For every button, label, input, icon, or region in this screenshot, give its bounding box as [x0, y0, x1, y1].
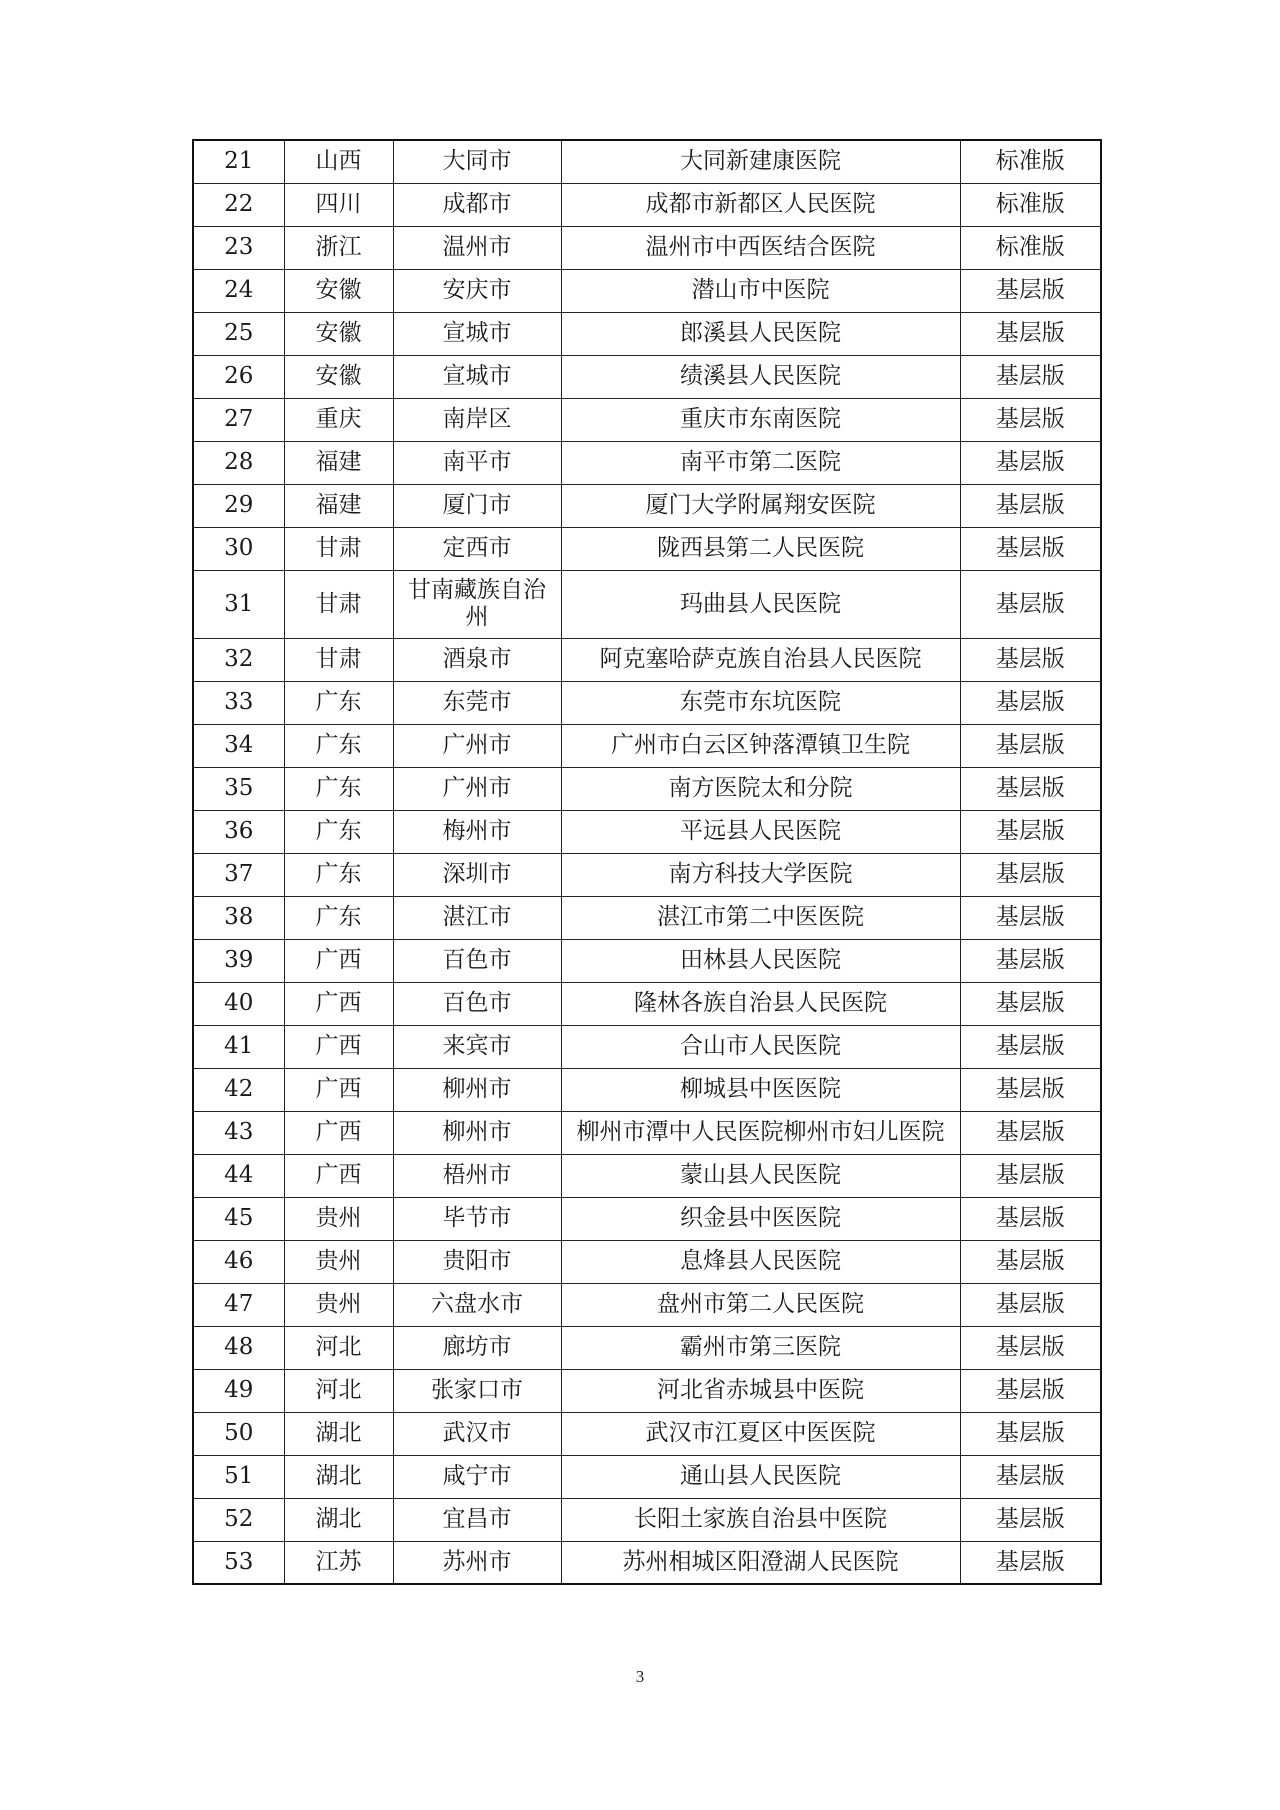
- city-cell: 宣城市: [393, 355, 561, 398]
- hospital-name-cell: 河北省赤城县中医院: [561, 1369, 960, 1412]
- province-cell: 福建: [284, 441, 393, 484]
- version-cell: 基层版: [960, 638, 1101, 681]
- table-row: [193, 183, 1101, 226]
- version-cell: 基层版: [960, 853, 1101, 896]
- city-cell: 百色市: [393, 982, 561, 1025]
- table-row: [193, 527, 1101, 570]
- hospital-name-cell: 陇西县第二人民医院: [561, 527, 960, 570]
- row-number: 32: [193, 638, 284, 681]
- table-row: [193, 1197, 1101, 1240]
- table-body: [193, 140, 1101, 1584]
- hospital-name-cell: 重庆市东南医院: [561, 398, 960, 441]
- province-cell: 甘肃: [284, 527, 393, 570]
- table-row: [193, 1025, 1101, 1068]
- version-cell: 基层版: [960, 355, 1101, 398]
- row-number: 38: [193, 896, 284, 939]
- city-cell: 南平市: [393, 441, 561, 484]
- hospital-name-cell: 霸州市第三医院: [561, 1326, 960, 1369]
- hospital-name-cell: 盘州市第二人民医院: [561, 1283, 960, 1326]
- table-row: [193, 1412, 1101, 1455]
- province-cell: 重庆: [284, 398, 393, 441]
- table-row: [193, 1326, 1101, 1369]
- row-number: 42: [193, 1068, 284, 1111]
- table-row: [193, 441, 1101, 484]
- province-cell: 广西: [284, 1154, 393, 1197]
- city-cell: 咸宁市: [393, 1455, 561, 1498]
- city-cell: 廊坊市: [393, 1326, 561, 1369]
- page-number: 3: [635, 1667, 645, 1686]
- province-cell: 广西: [284, 982, 393, 1025]
- city-cell: 定西市: [393, 527, 561, 570]
- version-cell: 基层版: [960, 767, 1101, 810]
- table-row: [193, 1283, 1101, 1326]
- table-row: [193, 570, 1101, 638]
- version-cell: 基层版: [960, 1154, 1101, 1197]
- city-cell: 甘南藏族自治州: [393, 570, 561, 638]
- row-number: 47: [193, 1283, 284, 1326]
- row-number: 27: [193, 398, 284, 441]
- table-row: [193, 982, 1101, 1025]
- hospital-name-cell: 南方科技大学医院: [561, 853, 960, 896]
- table-row: [193, 681, 1101, 724]
- version-cell: 基层版: [960, 896, 1101, 939]
- table-row: [193, 939, 1101, 982]
- city-cell: 张家口市: [393, 1369, 561, 1412]
- row-number: 40: [193, 982, 284, 1025]
- table-row: [193, 1541, 1101, 1584]
- row-number: 39: [193, 939, 284, 982]
- hospital-name-cell: 厦门大学附属翔安医院: [561, 484, 960, 527]
- city-cell: 大同市: [393, 140, 561, 183]
- province-cell: 湖北: [284, 1498, 393, 1541]
- city-cell: 安庆市: [393, 269, 561, 312]
- province-cell: 广东: [284, 853, 393, 896]
- hospital-name-cell: 通山县人民医院: [561, 1455, 960, 1498]
- hospital-name-cell: 郎溪县人民医院: [561, 312, 960, 355]
- row-number: 21: [193, 140, 284, 183]
- table-row: [193, 312, 1101, 355]
- hospital-name-cell: 玛曲县人民医院: [561, 570, 960, 638]
- version-cell: 基层版: [960, 527, 1101, 570]
- province-cell: 甘肃: [284, 638, 393, 681]
- row-number: 30: [193, 527, 284, 570]
- province-cell: 广西: [284, 939, 393, 982]
- hospital-name-cell: 息烽县人民医院: [561, 1240, 960, 1283]
- province-cell: 广东: [284, 810, 393, 853]
- row-number: 33: [193, 681, 284, 724]
- row-number: 44: [193, 1154, 284, 1197]
- city-cell: 成都市: [393, 183, 561, 226]
- row-number: 22: [193, 183, 284, 226]
- city-cell: 苏州市: [393, 1541, 561, 1584]
- version-cell: 标准版: [960, 183, 1101, 226]
- version-cell: 基层版: [960, 1541, 1101, 1584]
- city-cell: 广州市: [393, 767, 561, 810]
- version-cell: 基层版: [960, 1197, 1101, 1240]
- version-cell: 基层版: [960, 441, 1101, 484]
- table-row: [193, 767, 1101, 810]
- city-cell: 贵阳市: [393, 1240, 561, 1283]
- city-cell: 酒泉市: [393, 638, 561, 681]
- version-cell: 基层版: [960, 1283, 1101, 1326]
- hospital-table: [192, 139, 1102, 1585]
- province-cell: 广东: [284, 681, 393, 724]
- city-cell: 湛江市: [393, 896, 561, 939]
- province-cell: 安徽: [284, 269, 393, 312]
- table-row: [193, 896, 1101, 939]
- city-cell: 百色市: [393, 939, 561, 982]
- version-cell: 基层版: [960, 398, 1101, 441]
- row-number: 53: [193, 1541, 284, 1584]
- province-cell: 福建: [284, 484, 393, 527]
- hospital-name-cell: 潜山市中医院: [561, 269, 960, 312]
- table-row: [193, 810, 1101, 853]
- hospital-name-cell: 广州市白云区钟落潭镇卫生院: [561, 724, 960, 767]
- table-row: [193, 355, 1101, 398]
- version-cell: 基层版: [960, 810, 1101, 853]
- province-cell: 河北: [284, 1326, 393, 1369]
- version-cell: 基层版: [960, 570, 1101, 638]
- table-row: [193, 484, 1101, 527]
- hospital-name-cell: 武汉市江夏区中医医院: [561, 1412, 960, 1455]
- province-cell: 贵州: [284, 1283, 393, 1326]
- hospital-name-cell: 东莞市东坑医院: [561, 681, 960, 724]
- city-cell: 柳州市: [393, 1068, 561, 1111]
- hospital-name-cell: 田林县人民医院: [561, 939, 960, 982]
- version-cell: 基层版: [960, 269, 1101, 312]
- province-cell: 广西: [284, 1068, 393, 1111]
- row-number: 48: [193, 1326, 284, 1369]
- hospital-name-cell: 蒙山县人民医院: [561, 1154, 960, 1197]
- row-number: 37: [193, 853, 284, 896]
- version-cell: 基层版: [960, 484, 1101, 527]
- city-cell: 梅州市: [393, 810, 561, 853]
- province-cell: 广西: [284, 1025, 393, 1068]
- table-row: [193, 1240, 1101, 1283]
- version-cell: 基层版: [960, 312, 1101, 355]
- row-number: 45: [193, 1197, 284, 1240]
- version-cell: 标准版: [960, 140, 1101, 183]
- version-cell: 基层版: [960, 724, 1101, 767]
- version-cell: 基层版: [960, 1498, 1101, 1541]
- province-cell: 贵州: [284, 1197, 393, 1240]
- province-cell: 广东: [284, 724, 393, 767]
- version-cell: 基层版: [960, 1369, 1101, 1412]
- row-number: 36: [193, 810, 284, 853]
- province-cell: 安徽: [284, 312, 393, 355]
- city-cell: 武汉市: [393, 1412, 561, 1455]
- version-cell: 基层版: [960, 1326, 1101, 1369]
- version-cell: 基层版: [960, 1025, 1101, 1068]
- city-cell: 六盘水市: [393, 1283, 561, 1326]
- version-cell: 基层版: [960, 1111, 1101, 1154]
- table-row: [193, 398, 1101, 441]
- table-row: [193, 1068, 1101, 1111]
- version-cell: 基层版: [960, 982, 1101, 1025]
- province-cell: 四川: [284, 183, 393, 226]
- row-number: 23: [193, 226, 284, 269]
- row-number: 29: [193, 484, 284, 527]
- table-row: [193, 226, 1101, 269]
- row-number: 28: [193, 441, 284, 484]
- table-row: [193, 853, 1101, 896]
- province-cell: 河北: [284, 1369, 393, 1412]
- row-number: 35: [193, 767, 284, 810]
- province-cell: 广东: [284, 767, 393, 810]
- hospital-name-cell: 阿克塞哈萨克族自治县人民医院: [561, 638, 960, 681]
- province-cell: 贵州: [284, 1240, 393, 1283]
- hospital-name-cell: 长阳土家族自治县中医院: [561, 1498, 960, 1541]
- province-cell: 湖北: [284, 1412, 393, 1455]
- city-cell: 宣城市: [393, 312, 561, 355]
- hospital-name-cell: 平远县人民医院: [561, 810, 960, 853]
- city-cell: 柳州市: [393, 1111, 561, 1154]
- row-number: 26: [193, 355, 284, 398]
- table-row: [193, 1498, 1101, 1541]
- province-cell: 广西: [284, 1111, 393, 1154]
- table-row: [193, 1111, 1101, 1154]
- version-cell: 基层版: [960, 1068, 1101, 1111]
- hospital-name-cell: 柳城县中医医院: [561, 1068, 960, 1111]
- province-cell: 安徽: [284, 355, 393, 398]
- province-cell: 广东: [284, 896, 393, 939]
- city-cell: 厦门市: [393, 484, 561, 527]
- city-cell: 深圳市: [393, 853, 561, 896]
- province-cell: 江苏: [284, 1541, 393, 1584]
- version-cell: 基层版: [960, 681, 1101, 724]
- version-cell: 标准版: [960, 226, 1101, 269]
- city-cell: 毕节市: [393, 1197, 561, 1240]
- table-row: [193, 1154, 1101, 1197]
- table-row: [193, 724, 1101, 767]
- row-number: 46: [193, 1240, 284, 1283]
- row-number: 24: [193, 269, 284, 312]
- row-number: 50: [193, 1412, 284, 1455]
- table-row: [193, 1369, 1101, 1412]
- province-cell: 甘肃: [284, 570, 393, 638]
- city-cell: 东莞市: [393, 681, 561, 724]
- hospital-name-cell: 绩溪县人民医院: [561, 355, 960, 398]
- hospital-name-cell: 织金县中医医院: [561, 1197, 960, 1240]
- row-number: 34: [193, 724, 284, 767]
- city-cell: 来宾市: [393, 1025, 561, 1068]
- hospital-name-cell: 大同新建康医院: [561, 140, 960, 183]
- city-cell: 宜昌市: [393, 1498, 561, 1541]
- city-cell: 温州市: [393, 226, 561, 269]
- hospital-name-cell: 湛江市第二中医医院: [561, 896, 960, 939]
- city-cell: 广州市: [393, 724, 561, 767]
- province-cell: 浙江: [284, 226, 393, 269]
- city-cell: 梧州市: [393, 1154, 561, 1197]
- table-row: [193, 638, 1101, 681]
- row-number: 25: [193, 312, 284, 355]
- hospital-name-cell: 温州市中西医结合医院: [561, 226, 960, 269]
- hospital-name-cell: 苏州相城区阳澄湖人民医院: [561, 1541, 960, 1584]
- hospital-name-cell: 隆林各族自治县人民医院: [561, 982, 960, 1025]
- row-number: 49: [193, 1369, 284, 1412]
- hospital-name-cell: 南平市第二医院: [561, 441, 960, 484]
- row-number: 51: [193, 1455, 284, 1498]
- version-cell: 基层版: [960, 939, 1101, 982]
- row-number: 41: [193, 1025, 284, 1068]
- table-row: [193, 1455, 1101, 1498]
- province-cell: 山西: [284, 140, 393, 183]
- row-number: 31: [193, 570, 284, 638]
- row-number: 43: [193, 1111, 284, 1154]
- hospital-name-cell: 合山市人民医院: [561, 1025, 960, 1068]
- row-number: 52: [193, 1498, 284, 1541]
- hospital-name-cell: 南方医院太和分院: [561, 767, 960, 810]
- version-cell: 基层版: [960, 1412, 1101, 1455]
- province-cell: 湖北: [284, 1455, 393, 1498]
- table-row: [193, 140, 1101, 183]
- table-row: [193, 269, 1101, 312]
- version-cell: 基层版: [960, 1455, 1101, 1498]
- hospital-name-cell: 成都市新都区人民医院: [561, 183, 960, 226]
- version-cell: 基层版: [960, 1240, 1101, 1283]
- hospital-name-cell: 柳州市潭中人民医院柳州市妇儿医院: [561, 1111, 960, 1154]
- city-cell: 南岸区: [393, 398, 561, 441]
